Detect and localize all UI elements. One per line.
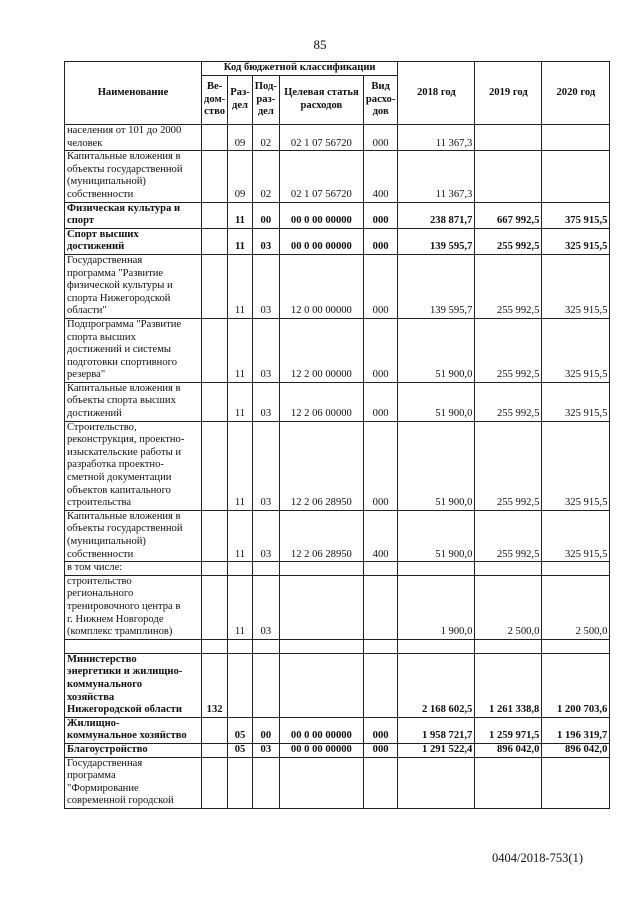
value-2018-cell xyxy=(398,562,475,576)
value-2018-cell: 51 900,0 xyxy=(398,510,475,561)
target-article-cell xyxy=(279,575,363,639)
row-name-line: Благоустройство xyxy=(67,743,148,755)
table-row xyxy=(65,562,610,576)
value-2020-cell: 325 915,5 xyxy=(542,421,610,510)
table-row xyxy=(65,421,610,510)
expense-type-cell: 000 xyxy=(363,125,397,151)
podrazdel-cell: 03 xyxy=(252,575,279,639)
header-expense-type: Вид расхо- дов xyxy=(363,76,397,125)
target-article-cell xyxy=(279,653,363,717)
row-name-line: коммунальное хозяйство xyxy=(67,730,187,742)
row-name-line: в том числе: xyxy=(67,562,123,574)
row-name-line: резерва" xyxy=(67,369,106,381)
value-2019-cell: 255 992,5 xyxy=(475,318,542,382)
podrazdel-cell xyxy=(252,639,279,653)
row-name-cell xyxy=(65,757,202,808)
table-row xyxy=(65,254,610,318)
expense-type-cell: 000 xyxy=(363,717,397,743)
vedomstvo-cell xyxy=(202,421,228,510)
value-2018-cell: 139 595,7 xyxy=(398,228,475,254)
document-code: 0404/2018-753(1) xyxy=(492,851,583,865)
row-name-line: (комплекс трамплинов) xyxy=(67,626,173,638)
row-name-line: реконструкция, проектно- xyxy=(67,434,185,446)
row-name-cell xyxy=(65,228,202,254)
row-name-line: хозяйства xyxy=(67,691,115,703)
value-2018-cell: 11 367,3 xyxy=(398,125,475,151)
value-2018-cell: 11 367,3 xyxy=(398,151,475,202)
value-2019-cell: 255 992,5 xyxy=(475,421,542,510)
value-2020-cell: 325 915,5 xyxy=(542,254,610,318)
value-2018-cell: 139 595,7 xyxy=(398,254,475,318)
podrazdel-cell: 00 xyxy=(252,202,279,228)
value-2020-cell: 1 200 703,6 xyxy=(542,653,610,717)
value-2019-cell: 255 992,5 xyxy=(475,382,542,421)
row-name-line: (муниципальной) xyxy=(67,536,146,547)
row-name-line: сметной документации xyxy=(67,472,172,484)
value-2018-cell xyxy=(398,757,475,808)
value-2018-cell: 51 900,0 xyxy=(398,421,475,510)
row-name-line: программа "Развитие xyxy=(67,267,164,279)
razdel-cell: 11 xyxy=(228,510,253,561)
vedomstvo-cell xyxy=(202,562,228,576)
row-name-line: объектов капитального xyxy=(67,484,171,496)
expense-type-cell: 400 xyxy=(363,510,397,561)
row-name-line: разработка проектно- xyxy=(67,459,164,471)
vedomstvo-cell xyxy=(202,228,228,254)
row-name-line: г. Нижнем Новгороде xyxy=(67,613,164,625)
row-name-line: программа xyxy=(67,770,116,782)
target-article-cell: 00 0 00 00000 xyxy=(279,228,363,254)
table-row xyxy=(65,757,610,808)
value-2019-cell: 896 042,0 xyxy=(475,743,542,757)
expense-type-cell xyxy=(363,562,397,576)
table-row xyxy=(65,125,610,151)
row-name-cell xyxy=(65,151,202,202)
target-article-cell xyxy=(279,757,363,808)
vedomstvo-cell xyxy=(202,125,228,151)
row-name-line: объекты спорта высших xyxy=(67,395,176,407)
razdel-cell: 05 xyxy=(228,717,253,743)
vedomstvo-cell xyxy=(202,510,228,561)
value-2020-cell: 2 500,0 xyxy=(542,575,610,639)
target-article-cell: 12 2 00 00000 xyxy=(279,318,363,382)
header-razdel: Раз- дел xyxy=(228,76,253,125)
expense-type-cell xyxy=(363,653,397,717)
header-2019: 2019 год xyxy=(475,62,542,125)
row-name-line: тренировочного центра в xyxy=(67,600,181,612)
value-2018-cell: 1 900,0 xyxy=(398,575,475,639)
row-name-line: коммунального xyxy=(67,678,143,690)
vedomstvo-cell xyxy=(202,254,228,318)
podrazdel-cell: 03 xyxy=(252,228,279,254)
row-name-cell xyxy=(65,562,202,576)
value-2019-cell: 255 992,5 xyxy=(475,228,542,254)
row-name-cell xyxy=(65,202,202,228)
razdel-cell xyxy=(228,562,253,576)
value-2019-cell xyxy=(475,757,542,808)
table-row xyxy=(65,151,610,202)
value-2020-cell: 325 915,5 xyxy=(542,318,610,382)
value-2018-cell: 1 958 721,7 xyxy=(398,717,475,743)
value-2020-cell xyxy=(542,125,610,151)
podrazdel-cell: 02 xyxy=(252,125,279,151)
row-name-line: Подпрограмма "Развитие xyxy=(67,318,182,330)
target-article-cell: 12 0 00 00000 xyxy=(279,254,363,318)
value-2020-cell: 325 915,5 xyxy=(542,228,610,254)
row-name-line: области" xyxy=(67,305,107,317)
expense-type-cell xyxy=(363,575,397,639)
row-name-line: "Формирование xyxy=(67,782,139,794)
row-name-line: собственности xyxy=(67,188,134,200)
target-article-cell: 02 1 07 56720 xyxy=(279,151,363,202)
value-2019-cell: 255 992,5 xyxy=(475,254,542,318)
row-name-line: достижений xyxy=(67,408,122,420)
podrazdel-cell: 03 xyxy=(252,318,279,382)
row-name-line: объекты государственной xyxy=(67,523,183,535)
table-row xyxy=(65,228,610,254)
page-number: 85 xyxy=(313,37,327,52)
vedomstvo-cell xyxy=(202,202,228,228)
header-name: Наименование xyxy=(65,62,202,125)
value-2019-cell: 255 992,5 xyxy=(475,510,542,561)
table-row xyxy=(65,382,610,421)
value-2019-cell xyxy=(475,639,542,653)
row-name-line: современной городской xyxy=(67,795,174,807)
podrazdel-cell: 03 xyxy=(252,421,279,510)
row-name-line: Строительство, xyxy=(67,421,137,433)
table-body xyxy=(65,125,610,809)
value-2018-cell: 51 900,0 xyxy=(398,318,475,382)
row-name-cell xyxy=(65,421,202,510)
podrazdel-cell: 03 xyxy=(252,382,279,421)
razdel-cell: 09 xyxy=(228,151,253,202)
value-2018-cell: 1 291 522,4 xyxy=(398,743,475,757)
row-name-line: собственности xyxy=(67,548,134,560)
value-2019-cell xyxy=(475,125,542,151)
razdel-cell xyxy=(228,639,253,653)
value-2020-cell: 375 915,5 xyxy=(542,202,610,228)
razdel-cell: 05 xyxy=(228,743,253,757)
razdel-cell: 11 xyxy=(228,421,253,510)
razdel-cell xyxy=(228,757,253,808)
podrazdel-cell xyxy=(252,757,279,808)
podrazdel-cell xyxy=(252,562,279,576)
row-name-cell xyxy=(65,254,202,318)
value-2020-cell: 325 915,5 xyxy=(542,510,610,561)
podrazdel-cell xyxy=(252,653,279,717)
target-article-cell xyxy=(279,639,363,653)
row-name-line: (муниципальной) xyxy=(67,176,146,188)
vedomstvo-cell xyxy=(202,382,228,421)
value-2019-cell: 1 259 971,5 xyxy=(475,717,542,743)
value-2018-cell: 238 871,7 xyxy=(398,202,475,228)
header-target-article: Целевая статья расходов xyxy=(279,76,363,125)
row-name-line: физической культуры и xyxy=(67,280,173,292)
value-2018-cell: 51 900,0 xyxy=(398,382,475,421)
podrazdel-cell: 00 xyxy=(252,717,279,743)
razdel-cell: 11 xyxy=(228,202,253,228)
value-2020-cell: 1 196 319,7 xyxy=(542,717,610,743)
expense-type-cell: 000 xyxy=(363,743,397,757)
row-name-line: Капитальные вложения в xyxy=(67,382,181,394)
vedomstvo-cell xyxy=(202,639,228,653)
podrazdel-cell: 03 xyxy=(252,254,279,318)
row-name-cell xyxy=(65,318,202,382)
value-2019-cell xyxy=(475,151,542,202)
row-name-cell xyxy=(65,639,202,653)
target-article-cell: 00 0 00 00000 xyxy=(279,717,363,743)
table-row xyxy=(65,575,610,639)
razdel-cell: 09 xyxy=(228,125,253,151)
table-row xyxy=(65,653,610,717)
row-name-line: Министерство xyxy=(67,653,137,665)
row-name-line: Капитальные вложения в xyxy=(67,151,181,163)
value-2020-cell xyxy=(542,151,610,202)
vedomstvo-cell xyxy=(202,757,228,808)
value-2019-cell: 1 261 338,8 xyxy=(475,653,542,717)
row-name-line: спорта Нижегородской xyxy=(67,292,171,304)
value-2020-cell: 896 042,0 xyxy=(542,743,610,757)
row-name-line: Нижегородской области xyxy=(67,704,182,716)
table-row xyxy=(65,510,610,561)
row-name-line: энергетики и жилищно- xyxy=(67,666,183,678)
row-name-line: Жилищно- xyxy=(67,717,120,729)
expense-type-cell: 000 xyxy=(363,382,397,421)
value-2020-cell xyxy=(542,639,610,653)
header-podrazdel: Под- раз- дел xyxy=(252,76,279,125)
row-name-line: человек xyxy=(67,137,103,149)
vedomstvo-cell xyxy=(202,743,228,757)
row-name-line: изыскательские работы и xyxy=(67,446,182,458)
header-2018: 2018 год xyxy=(398,62,475,125)
row-name-cell xyxy=(65,510,202,561)
target-article-cell: 12 2 06 28950 xyxy=(279,510,363,561)
row-name-line: достижений xyxy=(67,241,125,253)
row-name-line: объекты государственной xyxy=(67,163,183,175)
row-name-line: достижений и системы xyxy=(67,344,172,356)
row-name-line: спорта высших xyxy=(67,331,136,343)
row-name-line: строительство xyxy=(67,575,132,587)
podrazdel-cell: 03 xyxy=(252,510,279,561)
value-2018-cell xyxy=(398,639,475,653)
vedomstvo-cell xyxy=(202,717,228,743)
razdel-cell: 11 xyxy=(228,228,253,254)
vedomstvo-cell xyxy=(202,318,228,382)
value-2018-cell: 2 168 602,5 xyxy=(398,653,475,717)
row-name-line: Спорт высших xyxy=(67,228,139,240)
expense-type-cell: 000 xyxy=(363,421,397,510)
expense-type-cell: 000 xyxy=(363,254,397,318)
value-2020-cell xyxy=(542,757,610,808)
target-article-cell: 02 1 07 56720 xyxy=(279,125,363,151)
expense-type-cell xyxy=(363,639,397,653)
row-name-line: регионального xyxy=(67,588,134,600)
row-name-cell xyxy=(65,743,202,757)
expense-type-cell xyxy=(363,757,397,808)
vedomstvo-cell: 132 xyxy=(202,653,228,717)
table-row xyxy=(65,743,610,757)
target-article-cell: 00 0 00 00000 xyxy=(279,743,363,757)
target-article-cell: 00 0 00 00000 xyxy=(279,202,363,228)
table-row xyxy=(65,639,610,653)
row-name-cell xyxy=(65,382,202,421)
razdel-cell: 11 xyxy=(228,575,253,639)
razdel-cell xyxy=(228,653,253,717)
row-name-line: Физическая культура и xyxy=(67,202,181,214)
row-name-line: населения от 101 до 2000 xyxy=(67,125,182,136)
header-2020: 2020 год xyxy=(542,62,610,125)
budget-table xyxy=(64,61,610,809)
table-row xyxy=(65,318,610,382)
row-name-line: подготовки спортивного xyxy=(67,356,178,368)
razdel-cell: 11 xyxy=(228,254,253,318)
row-name-cell xyxy=(65,653,202,717)
vedomstvo-cell xyxy=(202,151,228,202)
value-2019-cell: 2 500,0 xyxy=(475,575,542,639)
value-2019-cell xyxy=(475,562,542,576)
row-name-cell xyxy=(65,125,202,151)
row-name-line: спорт xyxy=(67,215,95,227)
row-name-cell xyxy=(65,717,202,743)
expense-type-cell: 000 xyxy=(363,318,397,382)
expense-type-cell: 000 xyxy=(363,228,397,254)
razdel-cell: 11 xyxy=(228,382,253,421)
row-name-cell xyxy=(65,575,202,639)
value-2020-cell: 325 915,5 xyxy=(542,382,610,421)
podrazdel-cell: 02 xyxy=(252,151,279,202)
table-row xyxy=(65,717,610,743)
value-2020-cell xyxy=(542,562,610,576)
value-2019-cell: 667 992,5 xyxy=(475,202,542,228)
podrazdel-cell: 03 xyxy=(252,743,279,757)
target-article-cell: 12 2 06 28950 xyxy=(279,421,363,510)
razdel-cell: 11 xyxy=(228,318,253,382)
row-name-line: Государственная xyxy=(67,757,143,769)
expense-type-cell: 000 xyxy=(363,202,397,228)
table-row xyxy=(65,202,610,228)
row-name-line: строительства xyxy=(67,497,132,509)
row-name-line: Государственная xyxy=(67,254,143,266)
target-article-cell: 12 2 06 00000 xyxy=(279,382,363,421)
target-article-cell xyxy=(279,562,363,576)
header-code-group: Код бюджетной классификации xyxy=(202,62,398,76)
header-vedomstvo: Ве- дом- ство xyxy=(202,76,228,125)
vedomstvo-cell xyxy=(202,575,228,639)
expense-type-cell: 400 xyxy=(363,151,397,202)
row-name-line: Капитальные вложения в xyxy=(67,510,181,522)
